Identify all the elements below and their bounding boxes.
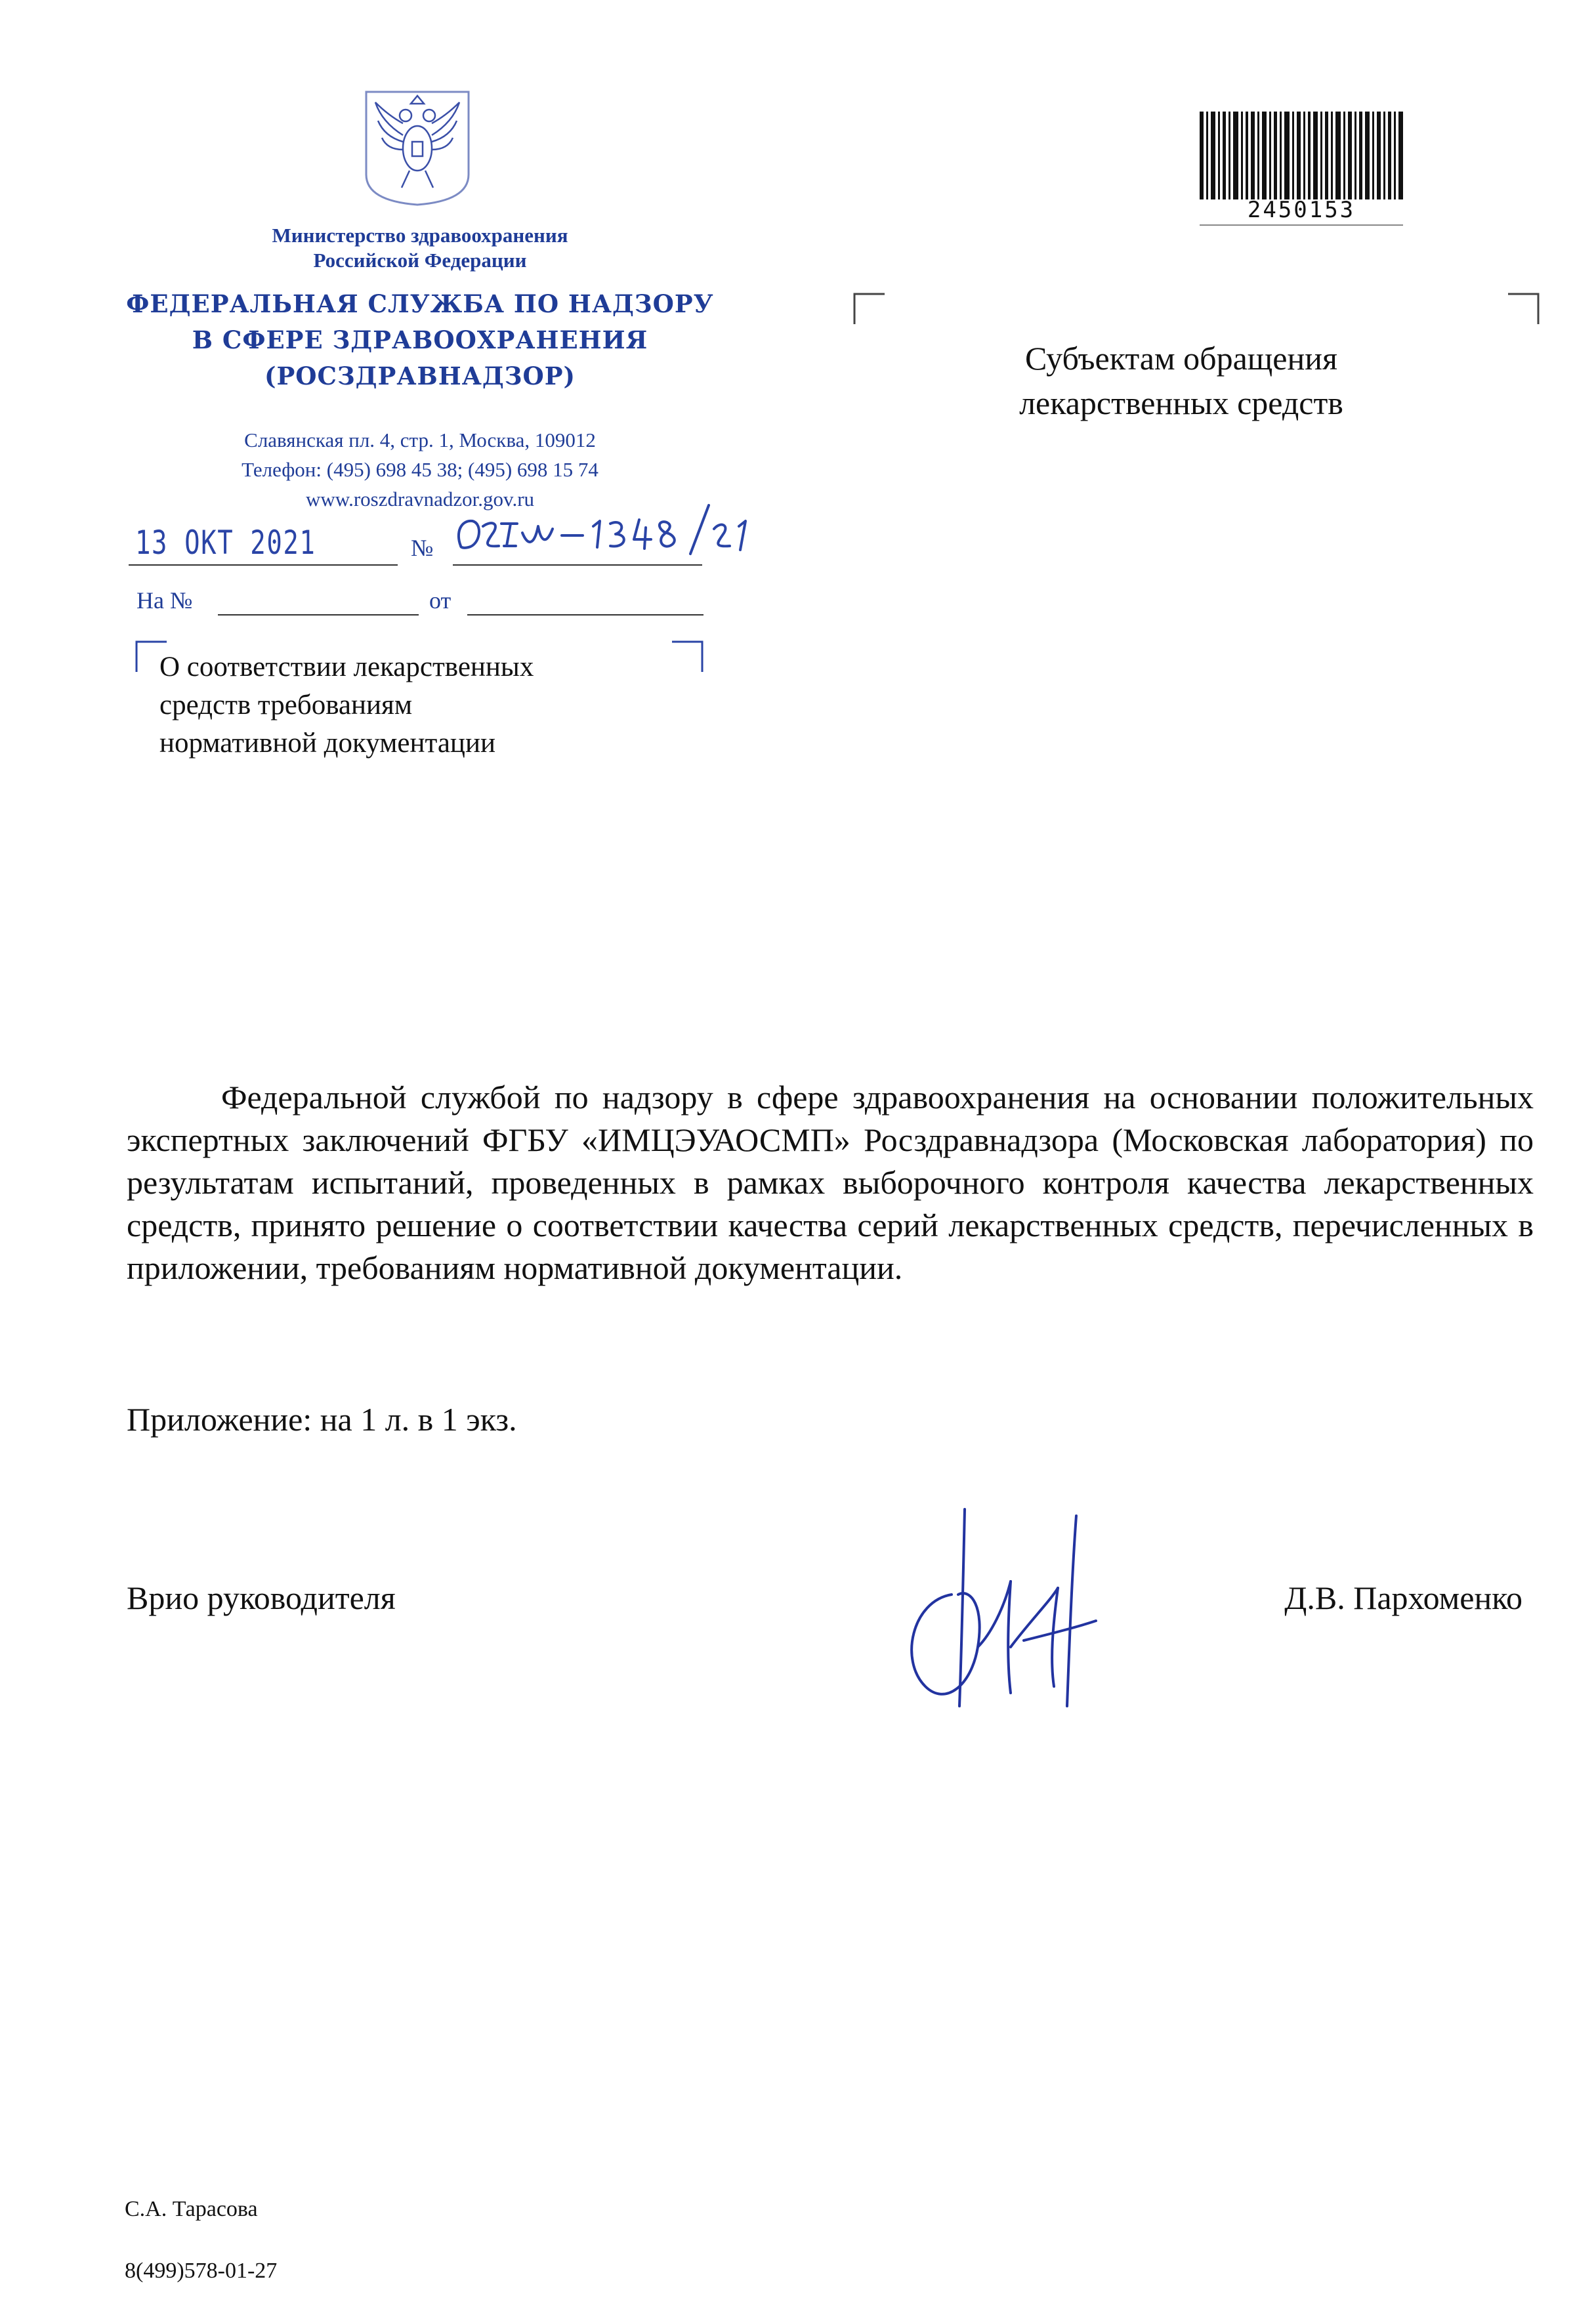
reply-from-label: от <box>429 587 452 614</box>
date-underline <box>129 564 398 566</box>
ministry-line-1: Министерство здравоохранения <box>272 224 568 247</box>
number-label: № <box>411 535 434 561</box>
address-text: Славянская пл. 4, стр. 1, Москва, 109012 <box>244 428 596 451</box>
addressee-corner-left <box>853 293 886 325</box>
service-line-1: ФЕДЕРАЛЬНАЯ СЛУЖБА ПО НАДЗОРУ <box>126 289 714 318</box>
barcode-underline <box>1200 224 1403 226</box>
letter-body: Федеральной службой по надзору в сфере здравоохранения на основании положительных экспертных заключений ФГБУ «ИМЦЭУАОСМП» Росздравнадзора (Московская лаборатория) по результатам испытаний, проведенных в рамках выборочного контроля качества лекарственных средств, принято решение о соответствии качества серий лекарственных средств, перечисленных в приложении, требованиям нормативной документации. <box>127 1079 1534 1286</box>
phone-text: Телефон: (495) 698 45 38; (495) 698 15 74 <box>242 458 598 481</box>
reply-to-label: На № <box>136 587 193 614</box>
signatory-name: Д.В. Пархоменко <box>1284 1579 1522 1616</box>
website-link[interactable]: www.roszdravnadzor.gov.ru <box>305 488 535 511</box>
ministry-name <box>125 223 715 273</box>
service-line-3: (РОСЗДРАВНАДЗОР) <box>264 362 576 390</box>
attachment-note: Приложение: на 1 л. в 1 экз. <box>127 1401 517 1438</box>
handwritten-signature-icon <box>886 1490 1122 1726</box>
executor-info <box>125 2163 277 2317</box>
reply-from-field <box>467 614 704 616</box>
barcode-number: 2450153 <box>1247 197 1356 223</box>
ministry-line-2: Российской Федерации <box>313 249 527 272</box>
addressee-corner-right <box>1507 293 1540 325</box>
registration-date-stamp: 13 ОКТ 2021 <box>135 524 316 562</box>
signatory-title: Врио руководителя <box>127 1579 396 1616</box>
service-name <box>105 286 735 394</box>
addressee: Субъектам обращения лекарственных средств <box>1019 340 1343 421</box>
executor-phone: 8(499)578-01-27 <box>125 2259 278 2283</box>
reply-to-field <box>218 614 419 616</box>
subject-corner-right <box>671 640 704 673</box>
letter-subject: О соответствии лекарственных средств требованиям нормативной документации <box>159 652 534 759</box>
coat-of-arms-icon <box>362 89 472 207</box>
service-line-2: В СФЕРЕ ЗДРАВООХРАНЕНИЯ <box>192 325 648 354</box>
barcode-icon <box>1200 112 1403 199</box>
number-underline <box>453 564 702 566</box>
handwritten-registration-number <box>454 493 756 566</box>
executor-name: С.А. Тарасова <box>125 2197 258 2221</box>
